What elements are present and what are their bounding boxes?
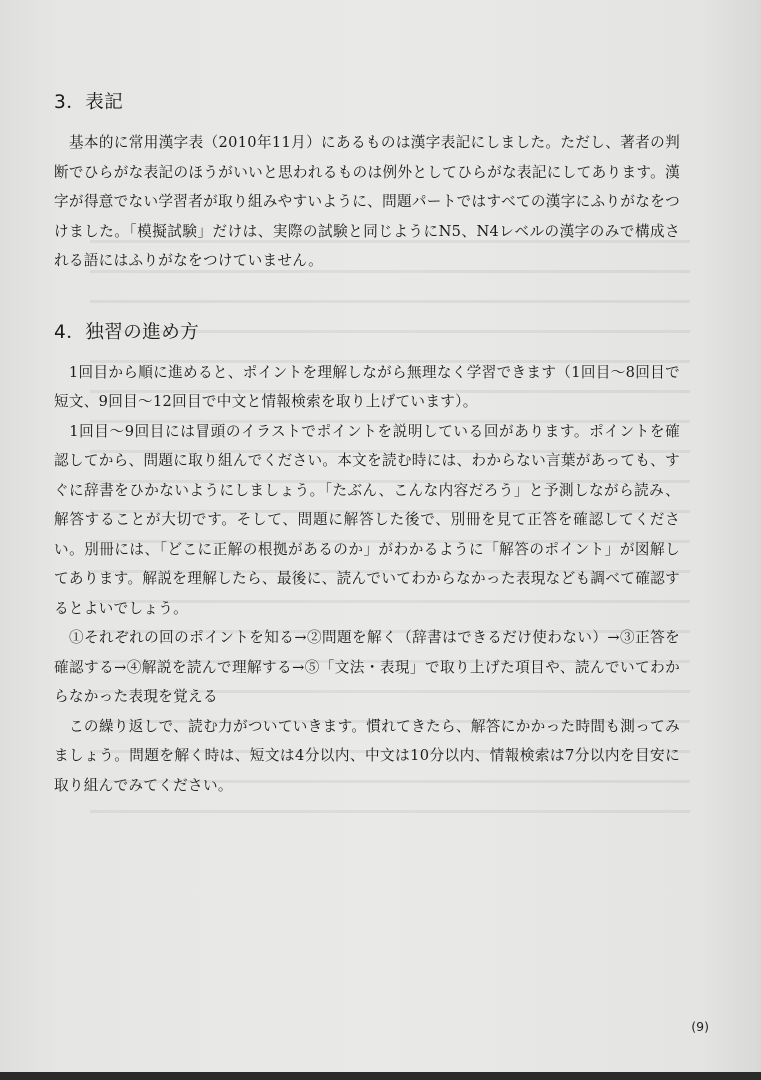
section4-body <box>54 358 680 801</box>
page-number: (9) <box>691 1019 709 1034</box>
section3-body <box>54 128 680 276</box>
page-bottom-edge <box>0 1072 761 1080</box>
section3-heading: 3．表記 <box>54 92 124 113</box>
section4-paragraph-2: 1回目〜9回目には冒頭のイラストでポイントを説明している回があります。ポイントを確認してから、問題に取り組んでください。本文を読む時には、わからない言葉があっても、すぐに辞書をひかないようにしましょう。「たぶん、こんな内容だろう」と予測しながら読み、解答することが大切です。そして、問題に解答した後で、別冊を見て正答を確認してください。別冊には、「どこに正解の根拠があるのか」がわかるように「解答のポイント」が図解してあります。解説を理解したら、最後に、読んでいてわからなかった表現なども調べて確認するとよいでしょう。 <box>54 422 680 617</box>
section3-paragraph: 基本的に常用漢字表（2010年11月）にあるものは漢字表記にしました。ただし、著者の判断でひらがな表記のほうがいいと思われるものは例外としてひらがな表記にしてあります。漢字が得意でない学習者が取り組みやすいように、問題パートではすべての漢字にふりがなをつけました。「模擬試験」だけは、実際の試験と同じようにN5、N4レベルの漢字のみで構成される語にはふりがなをつけていません。 <box>54 134 680 269</box>
section4-paragraph-4: この繰り返しで、読む力がついていきます。慣れてきたら、解答にかかった時間も測ってみましょう。問題を解く時は、短文は4分以内、中文は10分以内、情報検索は7分以内を目安に取り組んでみてください。 <box>54 717 680 794</box>
section4-paragraph-3: ①それぞれの回のポイントを知る→②問題を解く（辞書はできるだけ使わない）→③正答を確認する→④解説を読んで理解する→⑤「文法・表現」で取り上げた項目や、読んでいてわからなかった表現を覚える <box>54 629 680 705</box>
page-content <box>54 88 680 800</box>
section4-heading: 4．独習の進め方 <box>54 321 200 343</box>
section4-paragraph-1: 1回目から順に進めると、ポイントを理解しながら無理なく学習できます（1回目〜8回目で短文、9回目〜12回目で中文と情報検索を取り上げています）。 <box>54 363 680 410</box>
